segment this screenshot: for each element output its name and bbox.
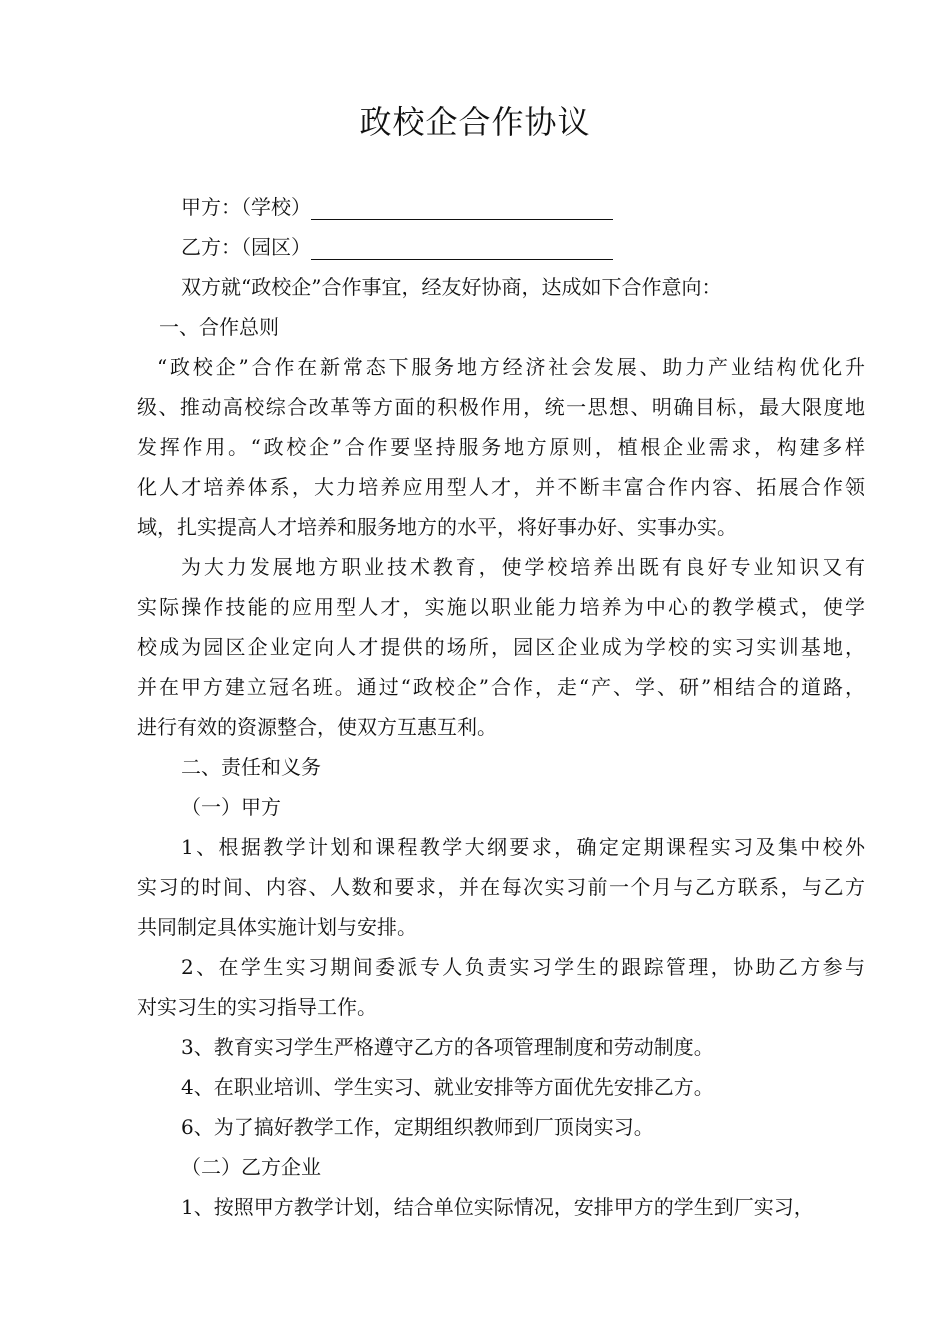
a-item-1-line: 共同制定具体实施计划与安排。: [137, 915, 417, 939]
subsection-a-heading: （一）甲方: [181, 795, 281, 819]
document-title: 政校企合作协议: [359, 103, 591, 141]
party-a-blank: [311, 191, 613, 220]
a-item-6-line: 6、为了搞好教学工作，定期组织教师到厂顶岗实习。: [181, 1115, 654, 1139]
b-item-1-line: 1、按照甲方教学计划，结合单位实际情况，安排甲方的学生到厂实习，: [181, 1195, 814, 1219]
a-item-3-line: 3、教育实习学生严格遵守乙方的各项管理制度和劳动制度。: [181, 1035, 714, 1059]
party-a-line: [137, 187, 865, 227]
p1-line: 域，扎实提高人才培养和服务地方的水平，将好事办好、实事办实。: [137, 515, 737, 539]
section-1-heading: 一、合作总则: [159, 315, 279, 339]
party-a-label: 甲方：（学校）: [181, 195, 311, 219]
p1-line: “政校企”合作在新常态下服务地方经济社会发展、助力产业结构优化升: [157, 355, 865, 379]
p1-line: 发挥作用。“政校企”合作要坚持服务地方原则，植根企业需求，构建多样: [137, 435, 865, 459]
p1-line: 级、推动高校综合改革等方面的积极作用，统一思想、明确目标，最大限度地: [137, 395, 865, 419]
party-b-blank: [311, 231, 613, 260]
document-body: [137, 187, 865, 1227]
a-item-4-line: 4、在职业培训、学生实习、就业安排等方面优先安排乙方。: [181, 1075, 714, 1099]
p2-line: 为大力发展地方职业技术教育，使学校培养出既有良好专业知识又有: [181, 555, 865, 579]
a-item-1-line: 1、根据教学计划和课程教学大纲要求，确定定期课程实习及集中校外: [181, 835, 865, 859]
subsection-b-heading: （二）乙方企业: [181, 1155, 321, 1179]
a-item-2-line: 2、在学生实习期间委派专人负责实习学生的跟踪管理，协助乙方参与: [181, 955, 865, 979]
p2-line: 并在甲方建立冠名班。通过“政校企”合作，走“产、学、研”相结合的道路，: [137, 675, 865, 699]
p2-line: 进行有效的资源整合，使双方互惠互利。: [137, 715, 497, 739]
party-b-label: 乙方：（园区）: [181, 235, 311, 259]
p2-line: 校成为园区企业定向人才提供的场所，园区企业成为学校的实习实训基地，: [137, 635, 865, 659]
section-2-heading: 二、责任和义务: [181, 755, 321, 779]
p2-line: 实际操作技能的应用型人才，实施以职业能力培养为中心的教学模式，使学: [137, 595, 865, 619]
a-item-1-line: 实习的时间、内容、人数和要求，并在每次实习前一个月与乙方联系，与乙方: [137, 875, 865, 899]
intro-line: 双方就“政校企”合作事宜，经友好协商，达成如下合作意向：: [181, 275, 722, 299]
party-b-line: [137, 227, 865, 267]
a-item-2-line: 对实习生的实习指导工作。: [137, 995, 377, 1019]
p1-line: 化人才培养体系，大力培养应用型人才，并不断丰富合作内容、拓展合作领: [137, 475, 865, 499]
